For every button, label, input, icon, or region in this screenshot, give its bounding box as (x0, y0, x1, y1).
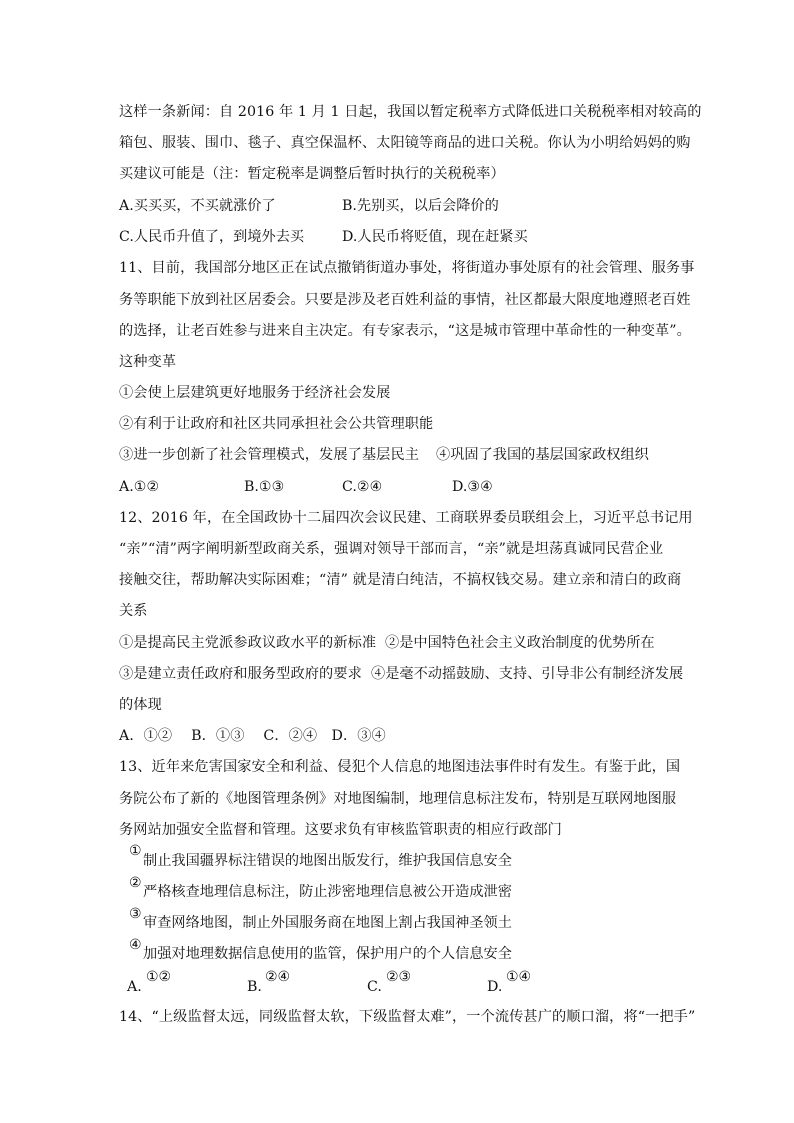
q13-mark-2: ② (129, 875, 142, 891)
q11-option-c: C.②④ (342, 479, 383, 495)
q13-option-c-letter: C. (367, 979, 382, 995)
q11-line-3: 的选择，让老百姓参与进来自主决定。有专家表示，“这是城市管理中革命性的一种变革”。 (119, 323, 691, 339)
q13-mark-4: ④ (129, 937, 142, 953)
q10-line-1: 这样一条新闻：自 2016 年 1 月 1 日起，我国以暂定税率方式降低进口关税税率相对较高的 (119, 104, 702, 120)
q10-option-a: A.买买买，不买就涨价了 (119, 198, 276, 214)
q13-mark-1: ① (129, 843, 142, 859)
q12-item-4-cont: 的体现 (119, 697, 162, 713)
q11-option-b: B.①③ (244, 479, 285, 495)
q13-mark-3: ③ (129, 906, 142, 922)
q13-option-b-letter: B. (247, 979, 262, 995)
q12-line-3: 接触交往，帮助解决实际困难；“清” 就是清白纯洁，不搞权钱交易。建立亲和清白的政商 (119, 572, 682, 588)
q13-item-3: 审查网络地图，制止外国服务商在地图上割占我国神圣领土 (143, 915, 512, 931)
q12-item-2: ②是中国特色社会主义政治制度的优势所在 (385, 635, 655, 651)
q10-option-c: C.人民币升值了，到境外去买 (119, 229, 305, 245)
q13-item-2: 严格核查地理信息标注，防止涉密地理信息被公开造成泄密 (143, 884, 512, 900)
q13-item-1: 制止我国疆界标注错误的地图出版发行，维护我国信息安全 (143, 853, 512, 869)
q11-item-4: ④巩固了我国的基层国家政权组织 (436, 447, 649, 463)
q11-line-2: 务等职能下放到社区居委会。只要是涉及老百姓利益的事情，社区都最大限度地遵照老百姓 (119, 292, 691, 308)
q11-item-3: ③进一步创新了社会管理模式，发展了基层民主 (119, 447, 420, 463)
q14-line-1: 14、“上级监督太远，同级监督太软，下级监督太难”，一个流传甚广的顺口溜，将“一把手” (119, 1009, 696, 1025)
q12-line-2: “亲”“清”两字阐明新型政商关系，强调对领导干部而言，“亲”就是坦荡真诚同民营企业 (119, 541, 664, 557)
q10-option-b: B.先别买，以后会降价的 (342, 198, 499, 214)
q10-line-3: 买建议可能是（注：暂定税率是调整后暂时执行的关税税率） (119, 166, 505, 182)
q13-option-a-value: ①② (146, 969, 172, 985)
q11-option-d: D.③④ (452, 479, 493, 495)
q11-line-4: 这种变革 (119, 354, 177, 370)
q10-option-d: D.人民币将贬值，现在赶紧买 (342, 229, 528, 245)
q13-option-d-value: ①④ (506, 969, 532, 985)
q13-option-c-value: ②③ (386, 969, 412, 985)
q13-line-1: 13、近年来危害国家安全和利益、侵犯个人信息的地图违法事件时有发生。有鉴于此，国 (119, 759, 681, 775)
q10-line-2: 箱包、服装、围巾、毯子、真空保温杯、太阳镜等商品的进口关税。你认为小明给妈妈的购 (119, 135, 691, 151)
q13-option-a-letter: A. (127, 979, 142, 995)
q12-line-1: 12、2016 年，在全国政协十二届四次会议民建、工商联界委员联组会上，习近平总书记用 (119, 510, 693, 526)
q13-item-4: 加强对地理数据信息使用的监管，保护用户的个人信息安全 (143, 946, 512, 962)
q11-item-1: ①会使上层建筑更好地服务于经济社会发展 (119, 385, 391, 401)
q12-line-4: 关系 (119, 603, 148, 619)
q12-answer-options: A．①② B．①③ C．②④ D．③④ (119, 728, 386, 744)
q12-item-4: ④是毫不动摇鼓励、支持、引导非公有制经济发展 (371, 666, 684, 682)
q11-line-1: 11、目前，我国部分地区正在试点撤销街道办事处，将街道办事处原有的社会管理、服务事 (119, 260, 695, 276)
q13-option-b-value: ②④ (265, 969, 291, 985)
q13-line-3: 务网站加强安全监督和管理。这要求负有审核监管职责的相应行政部门 (119, 822, 562, 838)
q11-item-2: ②有利于让政府和社区共同承担社会公共管理职能 (119, 416, 434, 432)
q13-line-2: 务院公布了新的《地图管理条例》对地图编制，地理信息标注发布，特别是互联网地图服 (119, 791, 677, 807)
q12-item-3: ③是建立责任政府和服务型政府的要求 (119, 666, 362, 682)
q12-item-1: ①是提高民主党派参政议政水平的新标准 (119, 635, 377, 651)
q13-option-d-letter: D. (487, 979, 503, 995)
q11-option-a: A.①② (119, 479, 160, 495)
